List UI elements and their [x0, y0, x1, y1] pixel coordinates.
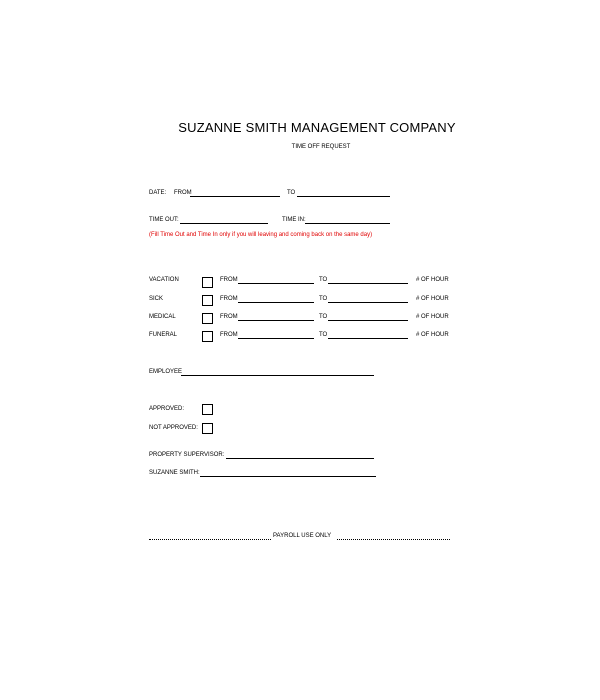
leave-type-label: SICK: [149, 296, 164, 302]
leave-hours-label: # OF HOUR: [416, 296, 449, 302]
medical-to-field[interactable]: [328, 320, 408, 321]
leave-from-label: FROM: [220, 314, 238, 320]
property-supervisor-signature-field[interactable]: [226, 458, 374, 459]
medical-from-field[interactable]: [238, 320, 314, 321]
sick-checkbox[interactable]: [202, 295, 213, 306]
not-approved-checkbox[interactable]: [202, 423, 213, 434]
employee-field[interactable]: [181, 375, 374, 376]
suzanne-smith-label: SUZANNE SMITH:: [149, 470, 200, 476]
approved-checkbox[interactable]: [202, 404, 213, 415]
date-to-field[interactable]: [297, 196, 390, 197]
payroll-divider-right: [337, 539, 450, 540]
date-to-label: TO: [287, 190, 296, 196]
funeral-to-field[interactable]: [328, 338, 408, 339]
leave-hours-label: # OF HOUR: [416, 277, 449, 283]
date-label: DATE:: [149, 190, 167, 196]
leave-hours-label: # OF HOUR: [416, 314, 449, 320]
leave-type-label: VACATION: [149, 277, 179, 283]
time-out-label: TIME OUT:: [149, 217, 179, 223]
payroll-use-only-label: PAYROLL USE ONLY: [273, 533, 332, 539]
time-instructions-note: (Fill Time Out and Time In only if you will leaving and coming back on the same day): [149, 232, 373, 238]
leave-type-label: MEDICAL: [149, 314, 176, 320]
leave-from-label: FROM: [220, 277, 238, 283]
not-approved-label: NOT APPROVED:: [149, 425, 198, 431]
approved-label: APPROVED:: [149, 406, 185, 412]
vacation-checkbox[interactable]: [202, 277, 213, 288]
company-name: SUZANNE SMITH MANAGEMENT COMPANY: [178, 120, 456, 135]
payroll-divider-left: [149, 539, 271, 540]
time-in-label: TIME IN:: [282, 217, 306, 223]
date-from-field[interactable]: [190, 196, 280, 197]
leave-to-label: TO: [319, 277, 328, 283]
funeral-checkbox[interactable]: [202, 331, 213, 342]
time-in-field[interactable]: [305, 223, 390, 224]
leave-to-label: TO: [319, 296, 328, 302]
property-supervisor-label: PROPERTY SUPERVISOR:: [149, 452, 225, 458]
sick-from-field[interactable]: [238, 302, 314, 303]
leave-from-label: FROM: [220, 296, 238, 302]
suzanne-smith-signature-field[interactable]: [200, 476, 376, 477]
date-from-label: FROM: [174, 190, 192, 196]
leave-to-label: TO: [319, 314, 328, 320]
funeral-from-field[interactable]: [238, 338, 314, 339]
sick-to-field[interactable]: [328, 302, 408, 303]
form-title: TIME OFF REQUEST: [291, 144, 351, 150]
medical-checkbox[interactable]: [202, 313, 213, 324]
leave-from-label: FROM: [220, 332, 238, 338]
vacation-from-field[interactable]: [238, 283, 314, 284]
leave-type-label: FUNERAL: [149, 332, 178, 338]
time-out-field[interactable]: [180, 223, 268, 224]
leave-to-label: TO: [319, 332, 328, 338]
leave-hours-label: # OF HOUR: [416, 332, 449, 338]
employee-label: EMPLOYEE: [149, 369, 183, 375]
vacation-to-field[interactable]: [328, 283, 408, 284]
